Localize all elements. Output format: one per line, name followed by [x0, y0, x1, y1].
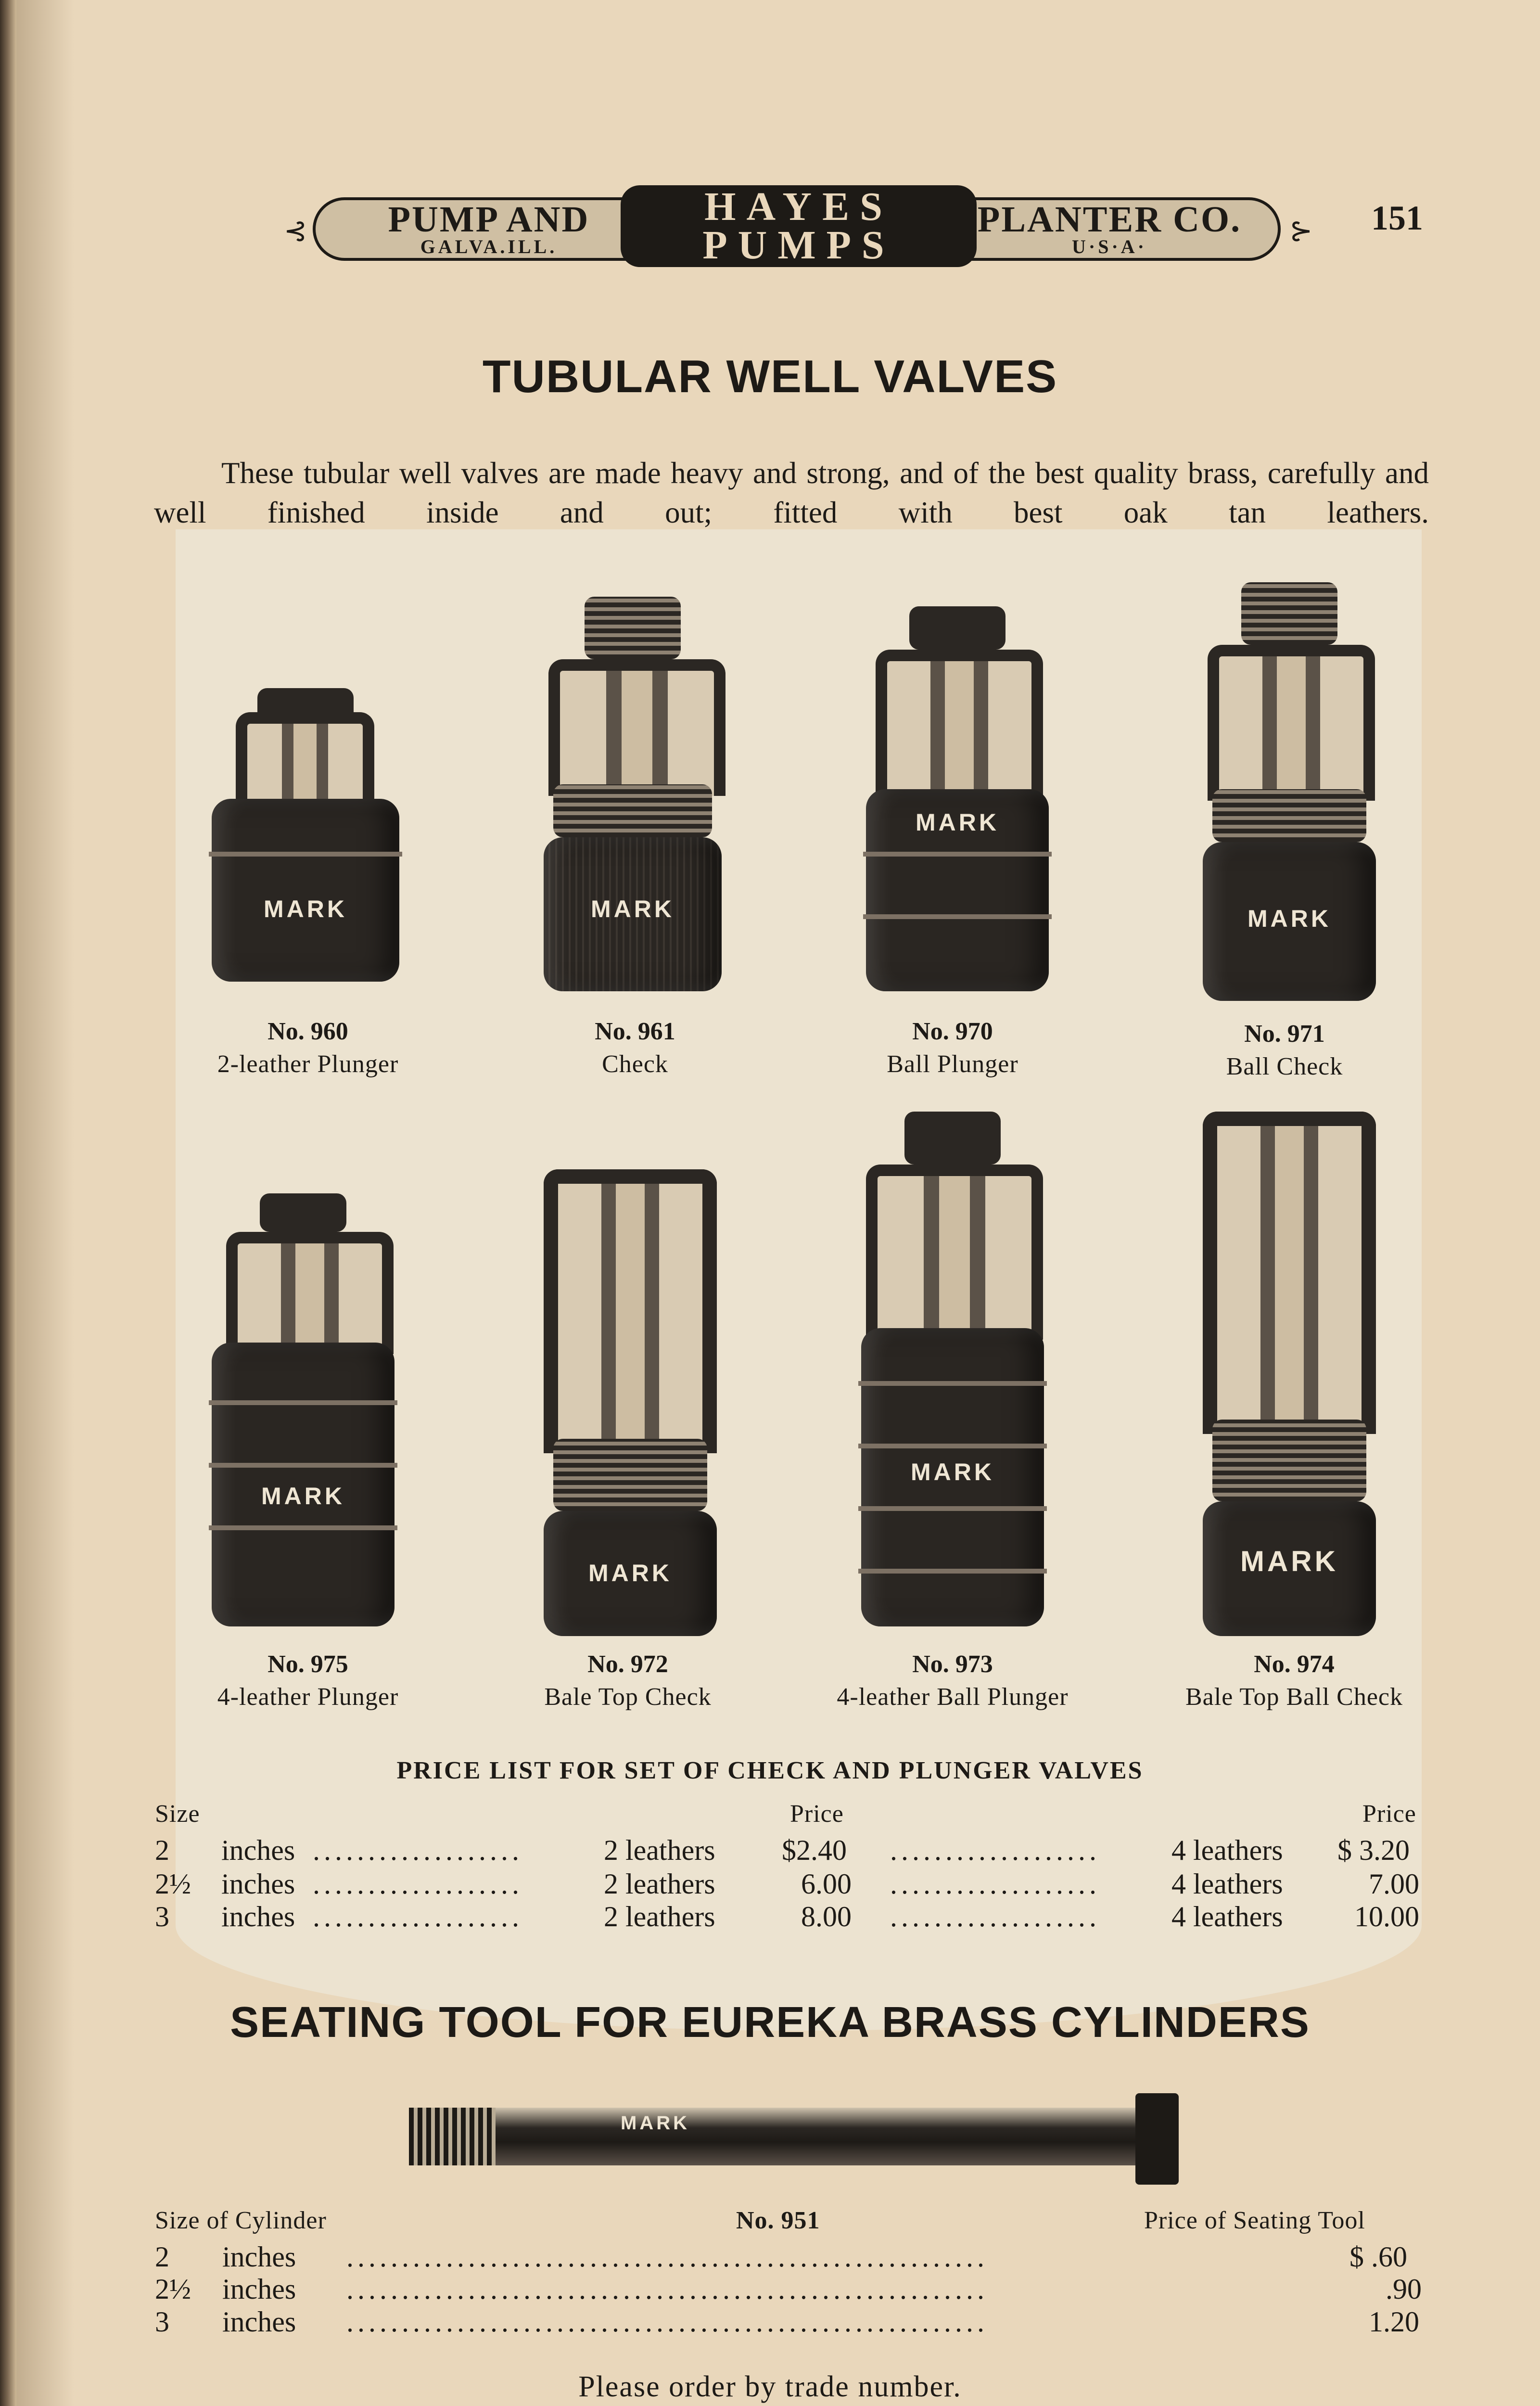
- valve-caption-971: [1116, 1018, 1453, 1083]
- valve-number: No. 971: [1244, 1020, 1325, 1048]
- valve-image-975: [212, 1193, 395, 1636]
- leader-dots: ...................: [890, 1868, 1100, 1900]
- valve-number: No. 975: [267, 1651, 348, 1678]
- valve-image-974: [1203, 1112, 1376, 1641]
- unit-cell: inches: [221, 1868, 295, 1900]
- banner-center-top: HAYES: [704, 184, 893, 229]
- tool-mark: MARK: [621, 2112, 690, 2134]
- valve-name: Check: [602, 1050, 668, 1078]
- valve-number: No. 961: [595, 1018, 675, 1045]
- col-tool-number: No. 951: [736, 2207, 820, 2234]
- unit-cell: inches: [222, 2273, 296, 2305]
- price-cell: 10.00: [1354, 1901, 1419, 1932]
- unit-cell: inches: [222, 2306, 296, 2338]
- leader-dots: ..........................................................: [346, 2306, 988, 2338]
- banner-right-plate: [938, 197, 1281, 261]
- price-cell: .90: [1386, 2273, 1422, 2305]
- leathers-cell: 4 leathers: [1171, 1901, 1283, 1932]
- valve-caption-973: [784, 1648, 1121, 1714]
- section-title-seating-tool: SEATING TOOL FOR EUREKA BRASS CYLINDERS: [230, 1998, 1310, 2047]
- leader-dots: ...................: [313, 1834, 523, 1866]
- banner-left-plate: [313, 197, 665, 261]
- valve-number: No. 974: [1254, 1651, 1335, 1678]
- valve-image-973: [861, 1112, 1044, 1636]
- leathers-cell: 2 leathers: [604, 1834, 715, 1866]
- leathers-cell: 2 leathers: [604, 1901, 715, 1932]
- valve-name: Bale Top Ball Check: [1185, 1683, 1403, 1711]
- valve-image-960: [212, 678, 399, 996]
- valve-image-972: [544, 1169, 717, 1641]
- valve-caption-974: [1121, 1648, 1467, 1714]
- footer-note: Please order by trade number.: [578, 2370, 962, 2403]
- valve-mark: MARK: [1240, 1545, 1338, 1577]
- size-label: Size: [155, 1800, 200, 1828]
- leader-dots: ...................: [313, 1868, 523, 1900]
- valve-mark: MARK: [588, 1560, 672, 1587]
- valve-number: No. 972: [587, 1651, 668, 1678]
- size-cell: 3: [155, 1901, 169, 1932]
- banner-center-plate: [621, 185, 977, 267]
- valve-image-971: [1203, 582, 1376, 1011]
- size-cell: 2½: [155, 2273, 191, 2305]
- page-number: 151: [1371, 199, 1423, 237]
- leathers-cell: 2 leathers: [604, 1868, 715, 1900]
- banner-right-top: PLANTER CO.: [977, 199, 1242, 240]
- intro-paragraph: [154, 453, 1429, 532]
- leathers-cell: 4 leathers: [1171, 1868, 1283, 1900]
- valve-number: No. 970: [912, 1018, 993, 1045]
- valve-number: No. 973: [912, 1651, 993, 1678]
- size-cell: 2: [155, 1834, 169, 1866]
- header-banner: [284, 185, 1318, 277]
- price-cell: 8.00: [801, 1901, 852, 1932]
- price-label-4-leather: Price: [1362, 1800, 1416, 1828]
- valve-mark: MARK: [916, 809, 999, 836]
- price-cell: 6.00: [801, 1868, 852, 1900]
- price-label-2-leather: Price: [790, 1800, 844, 1828]
- scroll-ornament-right-icon: ⊱: [1289, 215, 1313, 246]
- price-cell: 7.00: [1369, 1868, 1419, 1900]
- valve-mark: MARK: [1247, 905, 1331, 932]
- valve-number: No. 960: [267, 1018, 348, 1045]
- valve-caption-961: [467, 1015, 803, 1081]
- leader-dots: ...................: [890, 1834, 1100, 1866]
- valve-name: 4-leather Ball Plunger: [837, 1683, 1069, 1711]
- valve-caption-975: [140, 1648, 476, 1714]
- col-price-of-seating-tool: Price of Seating Tool: [1144, 2207, 1365, 2234]
- leathers-cell: 4 leathers: [1171, 1834, 1283, 1866]
- leader-dots: ...................: [890, 1901, 1100, 1932]
- valve-name: 2-leather Plunger: [217, 1050, 399, 1078]
- price-cell: $ 3.20: [1337, 1834, 1410, 1866]
- leader-dots: ...................: [313, 1901, 523, 1932]
- valve-mark: MARK: [264, 896, 347, 922]
- valve-name: 4-leather Plunger: [217, 1683, 399, 1711]
- valve-mark: MARK: [261, 1483, 345, 1510]
- price-list-title: PRICE LIST FOR SET OF CHECK AND PLUNGER VALVES: [396, 1757, 1144, 1784]
- banner-left-top: PUMP AND: [388, 199, 590, 240]
- size-cell: 2: [155, 2241, 169, 2273]
- seating-tool-image: [409, 2093, 1179, 2185]
- section-title-valves: TUBULAR WELL VALVES: [482, 351, 1058, 402]
- valve-mark: MARK: [591, 896, 675, 922]
- intro-text: These tubular well valves are made heavy and strong, and of the best quality brass, carefully and well finished inside and out; fitted with best oak tan leathers.: [154, 456, 1429, 529]
- valve-caption-960: [140, 1015, 476, 1081]
- price-cell: 1.20: [1369, 2306, 1419, 2338]
- valve-name: Ball Check: [1226, 1053, 1343, 1080]
- unit-cell: inches: [221, 1901, 295, 1932]
- valve-image-970: [866, 606, 1049, 1006]
- unit-cell: inches: [222, 2241, 296, 2273]
- banner-left-bottom: GALVA.ILL.: [420, 236, 558, 257]
- valve-name: Bale Top Check: [544, 1683, 712, 1711]
- banner-center-bottom: PUMPS: [702, 223, 895, 268]
- size-cell: 3: [155, 2306, 169, 2338]
- scroll-ornament-left-icon: ⊰: [284, 215, 307, 246]
- price-cell: $ .60: [1349, 2241, 1407, 2273]
- valve-name: Ball Plunger: [887, 1050, 1018, 1078]
- valve-caption-970: [784, 1015, 1121, 1081]
- col-size-of-cylinder: Size of Cylinder: [155, 2207, 327, 2234]
- banner-right-bottom: U·S·A·: [1071, 236, 1147, 257]
- leader-dots: ..........................................................: [346, 2273, 988, 2305]
- valve-mark: MARK: [911, 1459, 994, 1485]
- price-cell: $2.40: [782, 1834, 847, 1866]
- valve-caption-972: [459, 1648, 796, 1714]
- size-cell: 2½: [155, 1868, 191, 1900]
- leader-dots: ..........................................................: [346, 2241, 988, 2273]
- valve-image-961: [539, 597, 726, 1001]
- unit-cell: inches: [221, 1834, 295, 1866]
